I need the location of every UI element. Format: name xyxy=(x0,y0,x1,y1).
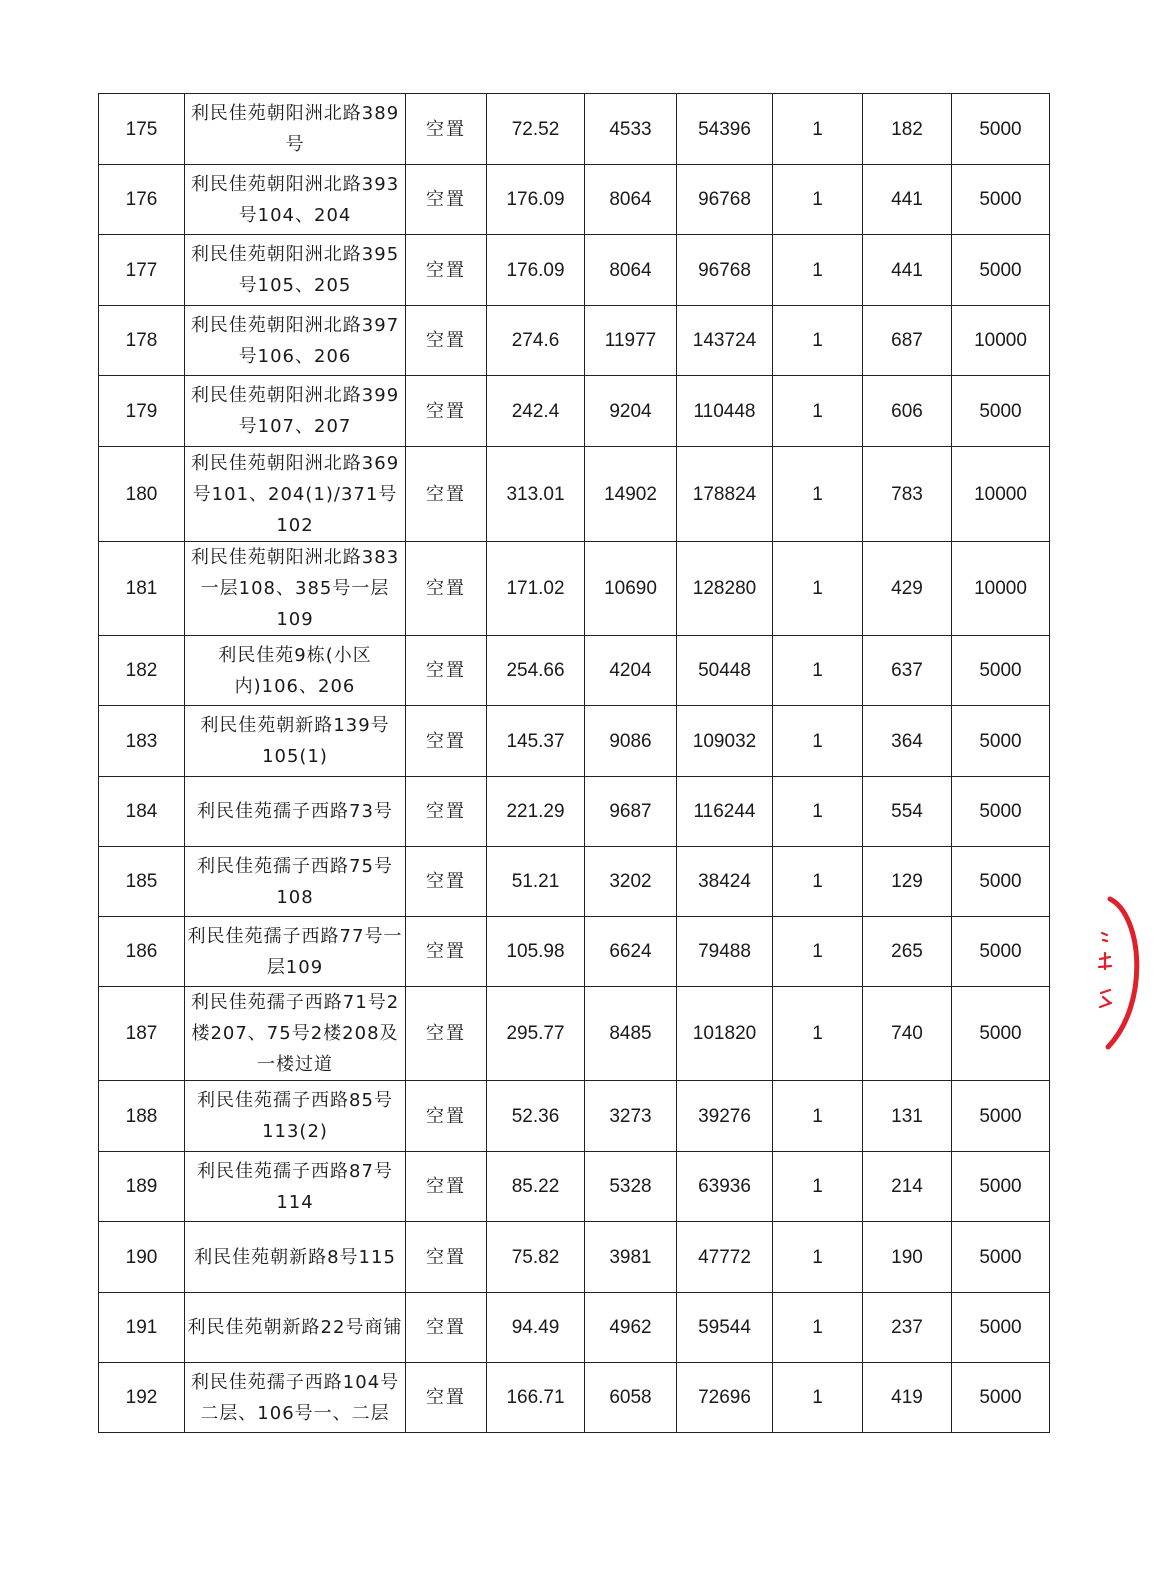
row-fee: 606 xyxy=(863,376,952,447)
row-status: 空置 xyxy=(406,376,487,447)
row-monthly-rent: 11977 xyxy=(585,306,677,376)
row-status: 空置 xyxy=(406,94,487,165)
row-term: 1 xyxy=(773,235,863,306)
row-deposit: 5000 xyxy=(952,94,1050,165)
row-deposit: 5000 xyxy=(952,1363,1050,1433)
row-address: 利民佳苑朝阳洲北路383一层108、385号一层109 xyxy=(185,542,406,636)
row-area: 171.02 xyxy=(487,542,585,636)
row-annual-rent: 38424 xyxy=(677,847,773,917)
row-number: 188 xyxy=(99,1081,185,1152)
row-monthly-rent: 8064 xyxy=(585,235,677,306)
row-annual-rent: 109032 xyxy=(677,706,773,777)
table-row xyxy=(99,636,1050,706)
table-row xyxy=(99,777,1050,847)
row-term: 1 xyxy=(773,1152,863,1222)
row-annual-rent: 116244 xyxy=(677,777,773,847)
row-status: 空置 xyxy=(406,987,487,1081)
row-address: 利民佳苑朝阳洲北路389号 xyxy=(185,94,406,165)
row-fee: 441 xyxy=(863,165,952,235)
row-monthly-rent: 6624 xyxy=(585,917,677,987)
row-status: 空置 xyxy=(406,777,487,847)
row-annual-rent: 178824 xyxy=(677,447,773,542)
row-fee: 237 xyxy=(863,1293,952,1363)
row-number: 181 xyxy=(99,542,185,636)
row-annual-rent: 72696 xyxy=(677,1363,773,1433)
row-area: 176.09 xyxy=(487,165,585,235)
row-number: 191 xyxy=(99,1293,185,1363)
seal-marks xyxy=(1099,933,1111,1007)
row-address: 利民佳苑朝新路22号商铺 xyxy=(185,1293,406,1363)
row-term: 1 xyxy=(773,777,863,847)
row-monthly-rent: 4204 xyxy=(585,636,677,706)
official-seal-fragment xyxy=(1090,893,1160,1053)
table-row xyxy=(99,1152,1050,1222)
row-address: 利民佳苑孺子西路85号113(2) xyxy=(185,1081,406,1152)
row-term: 1 xyxy=(773,917,863,987)
table-row xyxy=(99,447,1050,542)
table-row xyxy=(99,917,1050,987)
row-monthly-rent: 4533 xyxy=(585,94,677,165)
row-address: 利民佳苑9栋(小区内)106、206 xyxy=(185,636,406,706)
row-address: 利民佳苑朝新路139号105(1) xyxy=(185,706,406,777)
row-status: 空置 xyxy=(406,235,487,306)
row-address: 利民佳苑朝阳洲北路399号107、207 xyxy=(185,376,406,447)
row-monthly-rent: 3981 xyxy=(585,1222,677,1293)
row-annual-rent: 63936 xyxy=(677,1152,773,1222)
row-fee: 214 xyxy=(863,1152,952,1222)
row-number: 179 xyxy=(99,376,185,447)
row-fee: 441 xyxy=(863,235,952,306)
row-annual-rent: 39276 xyxy=(677,1081,773,1152)
row-fee: 429 xyxy=(863,542,952,636)
seal-arc xyxy=(1108,899,1137,1047)
row-number: 182 xyxy=(99,636,185,706)
table-row xyxy=(99,1293,1050,1363)
row-address: 利民佳苑朝阳洲北路395号105、205 xyxy=(185,235,406,306)
row-area: 145.37 xyxy=(487,706,585,777)
row-address: 利民佳苑孺子西路75号108 xyxy=(185,847,406,917)
row-status: 空置 xyxy=(406,165,487,235)
row-annual-rent: 96768 xyxy=(677,235,773,306)
row-term: 1 xyxy=(773,1293,863,1363)
table-row xyxy=(99,165,1050,235)
row-address: 利民佳苑孺子西路71号2楼207、75号2楼208及一楼过道 xyxy=(185,987,406,1081)
row-status: 空置 xyxy=(406,1222,487,1293)
row-status: 空置 xyxy=(406,636,487,706)
row-deposit: 5000 xyxy=(952,165,1050,235)
row-deposit: 5000 xyxy=(952,777,1050,847)
row-area: 51.21 xyxy=(487,847,585,917)
row-address: 利民佳苑朝新路8号115 xyxy=(185,1222,406,1293)
row-area: 75.82 xyxy=(487,1222,585,1293)
row-area: 295.77 xyxy=(487,987,585,1081)
row-address: 利民佳苑朝阳洲北路397号106、206 xyxy=(185,306,406,376)
row-number: 176 xyxy=(99,165,185,235)
row-number: 185 xyxy=(99,847,185,917)
row-number: 186 xyxy=(99,917,185,987)
row-deposit: 5000 xyxy=(952,1293,1050,1363)
row-deposit: 5000 xyxy=(952,1152,1050,1222)
row-monthly-rent: 5328 xyxy=(585,1152,677,1222)
row-area: 176.09 xyxy=(487,235,585,306)
table-row xyxy=(99,706,1050,777)
row-annual-rent: 59544 xyxy=(677,1293,773,1363)
table-row xyxy=(99,1363,1050,1433)
row-number: 183 xyxy=(99,706,185,777)
table-row xyxy=(99,306,1050,376)
row-area: 274.6 xyxy=(487,306,585,376)
row-fee: 637 xyxy=(863,636,952,706)
row-address: 利民佳苑朝阳洲北路369号101、204(1)/371号102 xyxy=(185,447,406,542)
row-status: 空置 xyxy=(406,1081,487,1152)
row-monthly-rent: 6058 xyxy=(585,1363,677,1433)
row-monthly-rent: 14902 xyxy=(585,447,677,542)
row-address: 利民佳苑孺子西路73号 xyxy=(185,777,406,847)
row-monthly-rent: 8485 xyxy=(585,987,677,1081)
row-term: 1 xyxy=(773,376,863,447)
row-area: 254.66 xyxy=(487,636,585,706)
property-table xyxy=(98,93,1050,1433)
table-row xyxy=(99,1081,1050,1152)
row-status: 空置 xyxy=(406,447,487,542)
row-deposit: 10000 xyxy=(952,447,1050,542)
table-row xyxy=(99,235,1050,306)
row-fee: 554 xyxy=(863,777,952,847)
row-area: 166.71 xyxy=(487,1363,585,1433)
row-fee: 182 xyxy=(863,94,952,165)
row-address: 利民佳苑孺子西路87号114 xyxy=(185,1152,406,1222)
row-annual-rent: 143724 xyxy=(677,306,773,376)
row-fee: 687 xyxy=(863,306,952,376)
row-term: 1 xyxy=(773,94,863,165)
row-term: 1 xyxy=(773,1363,863,1433)
row-deposit: 5000 xyxy=(952,706,1050,777)
table-body xyxy=(99,94,1050,1433)
row-monthly-rent: 9086 xyxy=(585,706,677,777)
row-fee: 740 xyxy=(863,987,952,1081)
row-deposit: 10000 xyxy=(952,542,1050,636)
row-status: 空置 xyxy=(406,542,487,636)
row-area: 52.36 xyxy=(487,1081,585,1152)
row-deposit: 5000 xyxy=(952,636,1050,706)
row-status: 空置 xyxy=(406,706,487,777)
row-status: 空置 xyxy=(406,1363,487,1433)
row-deposit: 5000 xyxy=(952,987,1050,1081)
row-number: 192 xyxy=(99,1363,185,1433)
row-area: 94.49 xyxy=(487,1293,585,1363)
row-status: 空置 xyxy=(406,847,487,917)
row-area: 85.22 xyxy=(487,1152,585,1222)
table-row xyxy=(99,1222,1050,1293)
row-number: 175 xyxy=(99,94,185,165)
row-address: 利民佳苑孺子西路104号二层、106号一、二层 xyxy=(185,1363,406,1433)
row-monthly-rent: 8064 xyxy=(585,165,677,235)
row-term: 1 xyxy=(773,542,863,636)
row-number: 180 xyxy=(99,447,185,542)
row-fee: 783 xyxy=(863,447,952,542)
row-monthly-rent: 3202 xyxy=(585,847,677,917)
row-annual-rent: 54396 xyxy=(677,94,773,165)
row-status: 空置 xyxy=(406,306,487,376)
row-fee: 131 xyxy=(863,1081,952,1152)
row-deposit: 10000 xyxy=(952,306,1050,376)
row-number: 178 xyxy=(99,306,185,376)
row-fee: 364 xyxy=(863,706,952,777)
row-address: 利民佳苑孺子西路77号一层109 xyxy=(185,917,406,987)
row-term: 1 xyxy=(773,1081,863,1152)
row-monthly-rent: 3273 xyxy=(585,1081,677,1152)
row-annual-rent: 79488 xyxy=(677,917,773,987)
row-deposit: 5000 xyxy=(952,917,1050,987)
row-deposit: 5000 xyxy=(952,235,1050,306)
row-monthly-rent: 4962 xyxy=(585,1293,677,1363)
row-term: 1 xyxy=(773,447,863,542)
row-monthly-rent: 10690 xyxy=(585,542,677,636)
row-term: 1 xyxy=(773,1222,863,1293)
table-row xyxy=(99,847,1050,917)
table-row xyxy=(99,376,1050,447)
row-annual-rent: 96768 xyxy=(677,165,773,235)
row-deposit: 5000 xyxy=(952,1081,1050,1152)
row-status: 空置 xyxy=(406,917,487,987)
row-number: 190 xyxy=(99,1222,185,1293)
row-annual-rent: 128280 xyxy=(677,542,773,636)
row-fee: 265 xyxy=(863,917,952,987)
row-fee: 190 xyxy=(863,1222,952,1293)
row-number: 189 xyxy=(99,1152,185,1222)
row-address: 利民佳苑朝阳洲北路393号104、204 xyxy=(185,165,406,235)
row-number: 184 xyxy=(99,777,185,847)
row-area: 242.4 xyxy=(487,376,585,447)
row-status: 空置 xyxy=(406,1152,487,1222)
row-area: 313.01 xyxy=(487,447,585,542)
row-deposit: 5000 xyxy=(952,1222,1050,1293)
row-term: 1 xyxy=(773,847,863,917)
row-term: 1 xyxy=(773,636,863,706)
row-area: 105.98 xyxy=(487,917,585,987)
row-status: 空置 xyxy=(406,1293,487,1363)
row-term: 1 xyxy=(773,306,863,376)
row-number: 177 xyxy=(99,235,185,306)
row-area: 221.29 xyxy=(487,777,585,847)
row-annual-rent: 110448 xyxy=(677,376,773,447)
row-monthly-rent: 9687 xyxy=(585,777,677,847)
row-annual-rent: 47772 xyxy=(677,1222,773,1293)
row-term: 1 xyxy=(773,706,863,777)
row-number: 187 xyxy=(99,987,185,1081)
table-row xyxy=(99,542,1050,636)
row-monthly-rent: 9204 xyxy=(585,376,677,447)
row-annual-rent: 101820 xyxy=(677,987,773,1081)
row-term: 1 xyxy=(773,165,863,235)
row-deposit: 5000 xyxy=(952,847,1050,917)
table-row xyxy=(99,94,1050,165)
row-annual-rent: 50448 xyxy=(677,636,773,706)
row-term: 1 xyxy=(773,987,863,1081)
row-deposit: 5000 xyxy=(952,376,1050,447)
row-fee: 129 xyxy=(863,847,952,917)
row-area: 72.52 xyxy=(487,94,585,165)
row-fee: 419 xyxy=(863,1363,952,1433)
table-row xyxy=(99,987,1050,1081)
